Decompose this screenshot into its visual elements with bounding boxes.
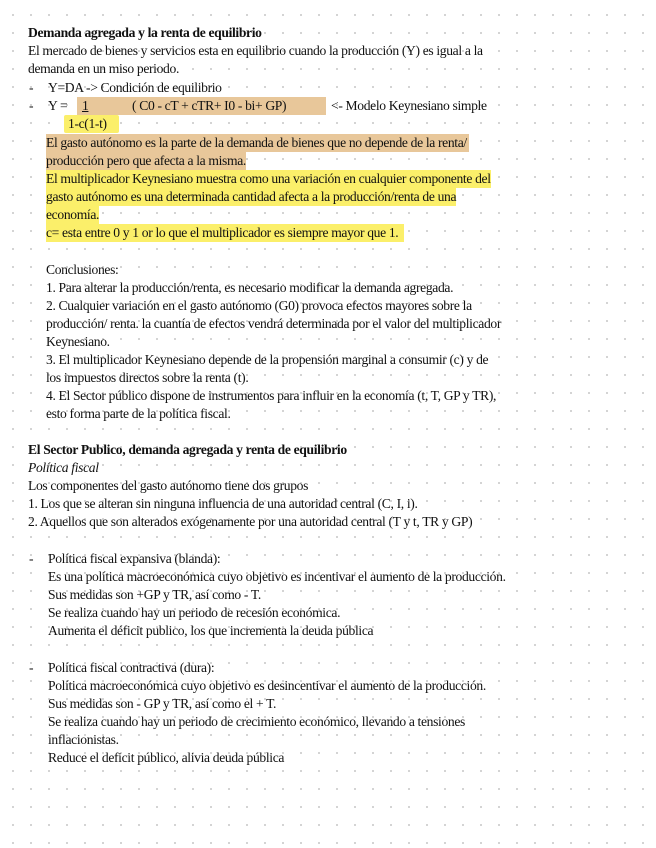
contractive-line-3a: Se realiza cuando hay un periodo de crecimiento económico, llevando a tensiones (48, 714, 466, 729)
bullet-dash: - (29, 660, 34, 675)
multiplier-line-2: gasto autónomo es una determinada cantidad afecta a la producción/renta de una (46, 189, 457, 204)
group-1: 1. Los que se alteran sin ninguna influencia de una autoridad central (C, I, i). (28, 496, 418, 511)
expansive-line-2: Sus medidas son +GP y TR, así como - T. (48, 587, 261, 602)
multiplier-line-3: economía. (46, 207, 100, 222)
group-2: 2. Aquellos que son alterados exógenamente por una autoridad central (T y t, TR y GP) (28, 514, 473, 529)
contractive-policy-title: Política fiscal contractiva (dura): (48, 660, 215, 675)
contractive-line-4: Reduce el deficit público, alivia deuda pública (48, 750, 285, 765)
formula-numerator: 1 (82, 98, 89, 113)
expansive-policy-title: Política fiscal expansiva (blanda): (48, 551, 221, 566)
multiplier-note: c= esta entre 0 y 1 or lo que el multiplicador es siempre mayor que 1. (46, 224, 404, 242)
formula-body: ( C0 - cT + cTR+ I0 - bi+ GP) (132, 98, 287, 113)
intro-line-2: demanda en un miso periodo. (28, 61, 179, 76)
conclusion-3-line-2: los impuestos directos sobre la renta (t). (46, 370, 249, 385)
expansive-line-3: Se realiza cuando hay un periodo de recesión económica. (48, 605, 341, 620)
conclusion-2-line-2: producción/ renta. la cuantía de efectos vendrá determinada por el valor del multiplicador (46, 316, 502, 331)
formula-highlight (77, 97, 326, 115)
intro-line-1: El mercado de bienes y servicios esta en equilibrio cuando la producción (Y) es igual a la (28, 43, 483, 58)
section-heading-public-sector: El Sector Publico, demanda agregada y renta de equilibrio (28, 442, 347, 457)
autonomous-spending-line-1: El gasto autónomo es la parte de la demanda de bienes que no depende de la renta/ (46, 135, 467, 150)
expansive-line-4: Aumenta el déficit publico, los que incrementa la deuda pública (48, 623, 374, 638)
autonomous-spending-line-2: producción pero que afecta a la misma. (46, 153, 246, 168)
conclusion-4-line-1: 4. El Sector público dispone de instrumentos para influir en la economía (t, T, GP y TR), (46, 388, 497, 403)
conclusion-3-line-1: 3. El multiplicador Keynesiano depende de la propensión marginal a consumir (c) y de (46, 352, 489, 367)
expansive-line-1: Es una política macroeconómica cuyo objetivo es incentivar el aumento de la producción. (48, 569, 506, 584)
bullet-equilibrium-condition: Y=DA -> Condición de equilibrio (48, 80, 222, 95)
conclusion-1: 1. Para alterar la producción/renta, es necesario modificar la demanda agregada. (46, 280, 454, 295)
multiplier-line-1: El multiplicador Keynesiano muestra como una variación en cualquier componente del (46, 171, 491, 186)
formula-prefix: Y = (48, 98, 68, 113)
contractive-line-2: Sus medidas son - GP y TR, así como el + T. (48, 696, 277, 711)
conclusions-title: Conclusiones: (46, 262, 119, 277)
groups-intro: Los componentes del gasto autónomo tiene dos grupos (28, 478, 309, 493)
conclusion-4-line-2: esto forma parte de la política fiscal. (46, 406, 231, 421)
contractive-line-3b: inflacionistas. (48, 732, 119, 747)
conclusion-2-line-1: 2. Cualquier variación en el gasto autónomo (G0) provoca efectos mayores sobre la (46, 298, 472, 313)
bullet-dash: - (29, 551, 34, 566)
section-heading-equilibrium: Demanda agregada y la renta de equilibrio (28, 25, 262, 40)
subheading-fiscal-policy: Política fiscal (28, 460, 99, 475)
bullet-dash: - (29, 98, 34, 113)
contractive-line-1: Política macroeconómica cuyo objetivo es desincentivar el aumento de la producción. (48, 678, 486, 693)
formula-denominator: 1-c(1-t) (64, 115, 119, 133)
bullet-dash: - (29, 80, 34, 95)
conclusion-2-line-3: Keynesiano. (46, 334, 110, 349)
formula-label: <- Modelo Keynesiano simple (331, 98, 487, 113)
